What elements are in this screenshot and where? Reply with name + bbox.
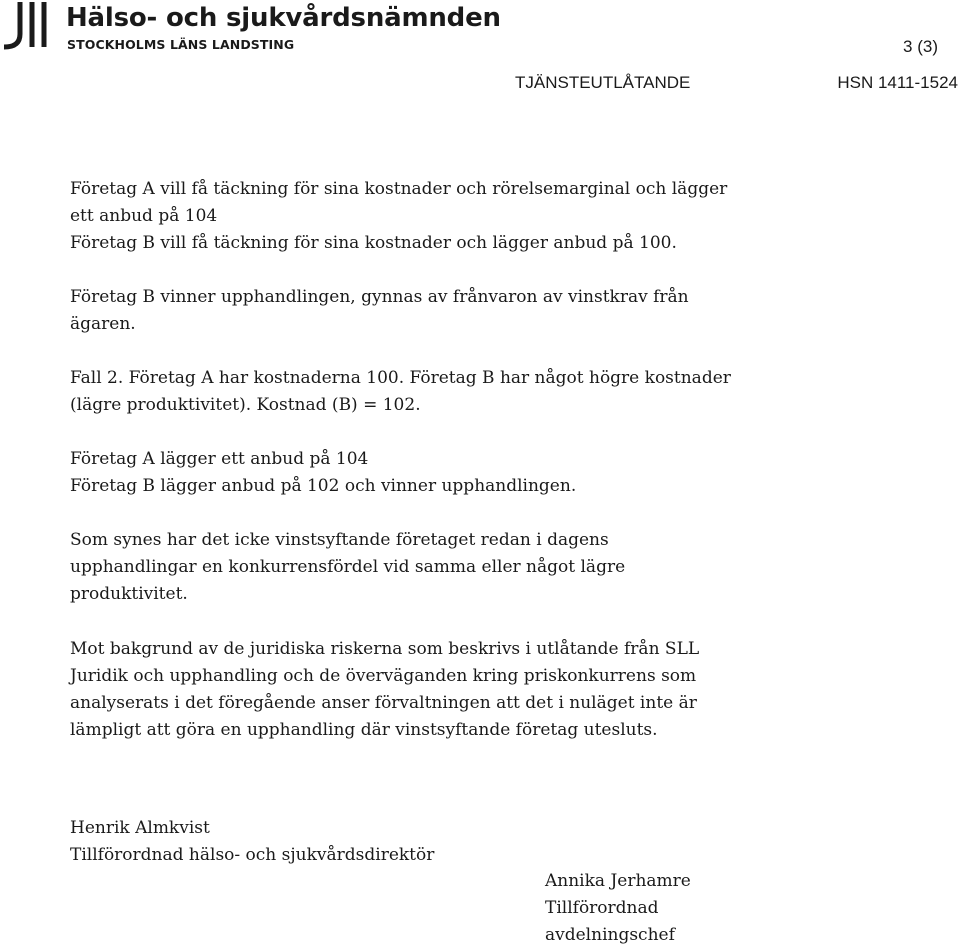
organization-name: Hälso- och sjukvårdsnämnden bbox=[66, 3, 501, 33]
document-type: TJÄNSTEUTLÅTANDE bbox=[515, 73, 691, 92]
body-line: (lägre produktivitet). Kostnad (B) = 102. bbox=[70, 395, 421, 415]
signature-left bbox=[70, 815, 434, 869]
body-line: ägaren. bbox=[70, 314, 136, 334]
signatory-title: Tillförordnad bbox=[545, 898, 659, 918]
body-line: Fall 2. Företag A har kostnaderna 100. Företag B har något högre kostnader bbox=[70, 368, 731, 388]
body-line: upphandlingar en konkurrensfördel vid samma eller något lägre bbox=[70, 557, 626, 577]
body-line: Företag B lägger anbud på 102 och vinner upphandlingen. bbox=[70, 476, 577, 496]
body-line: produktivitet. bbox=[70, 584, 188, 604]
body-line: Företag A vill få täckning för sina kostnader och rörelsemarginal och lägger bbox=[70, 179, 728, 199]
document-id: HSN 1411-1524 bbox=[837, 73, 958, 92]
body-line: analyserats i det föregående anser förvaltningen att det i nuläget inte är bbox=[70, 693, 697, 713]
body-line: Som synes har det icke vinstsyftande företaget redan i dagens bbox=[70, 530, 609, 550]
body-line: lämpligt att göra en upphandling där vinstsyftande företag utesluts. bbox=[70, 720, 658, 740]
landsting-logo-icon bbox=[0, 0, 56, 52]
body-line: Företag A lägger ett anbud på 104 bbox=[70, 449, 369, 469]
signatory-title: avdelningschef bbox=[545, 925, 675, 945]
organization-subtitle: STOCKHOLMS LÄNS LANDSTING bbox=[67, 37, 295, 52]
page-number: 3 (3) bbox=[903, 37, 938, 56]
body-line: Mot bakgrund av de juridiska riskerna som beskrivs i utlåtande från SLL bbox=[70, 639, 700, 659]
signatory-name: Annika Jerhamre bbox=[545, 871, 691, 891]
body-line: Juridik och upphandling och de överväganden kring priskonkurrens som bbox=[70, 666, 697, 686]
body-line: Företag B vinner upphandlingen, gynnas av frånvaron av vinstkrav från bbox=[70, 287, 689, 307]
signatory-title: Tillförordnad hälso- och sjukvårdsdirektör bbox=[70, 845, 435, 865]
page-header bbox=[0, 0, 960, 100]
document-body bbox=[70, 176, 790, 744]
signatory-name: Henrik Almkvist bbox=[70, 818, 210, 838]
body-line: ett anbud på 104 bbox=[70, 206, 218, 226]
body-line: Företag B vill få täckning för sina kostnader och lägger anbud på 100. bbox=[70, 233, 677, 253]
signature-right bbox=[545, 868, 691, 949]
